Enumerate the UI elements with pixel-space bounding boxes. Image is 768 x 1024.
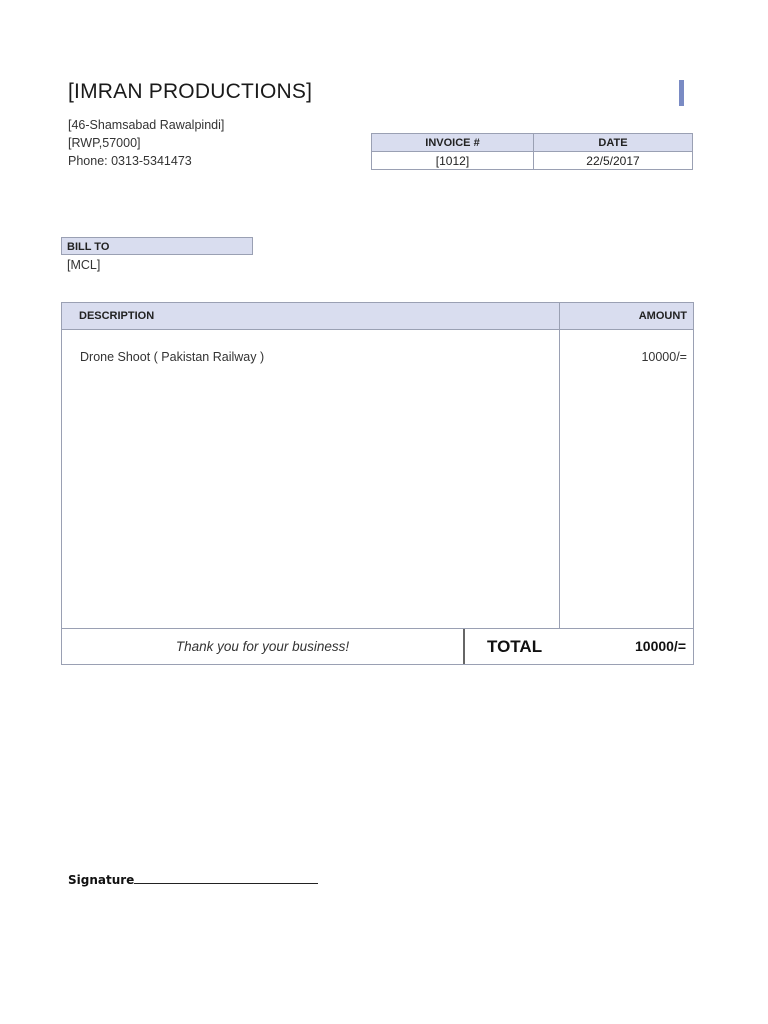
company-address-line2: [RWP,57000] [68,136,141,150]
line-item-description: Drone Shoot ( Pakistan Railway ) [80,350,265,364]
invoice-date-label: DATE [533,134,692,152]
signature-label: Signature [68,873,135,887]
bill-to-label: BILL TO [61,237,253,255]
line-items-header [61,302,694,330]
signature-line [134,871,318,884]
invoice-info-table [371,133,693,170]
invoice-info-value-row [372,152,693,170]
amount-header: AMOUNT [638,310,687,322]
invoice-number-label: INVOICE # [372,134,534,152]
table-right-border [693,330,694,629]
bill-to-name: [MCL] [67,258,101,272]
accent-bar [679,80,684,106]
column-divider [559,302,560,629]
signature-block [68,871,318,887]
invoice-date: 22/5/2017 [533,152,692,170]
line-item-amount: 10000/= [641,350,687,364]
company-address-line1: [46-Shamsabad Rawalpindi] [68,118,225,132]
total-value: 10000/= [635,638,686,654]
company-name: [IMRAN PRODUCTIONS] [68,80,313,103]
invoice-info-header-row [372,134,693,152]
description-header: DESCRIPTION [79,310,155,322]
line-items-table [61,302,694,665]
invoice-number: [1012] [372,152,534,170]
table-left-border [61,330,62,629]
thank-you-message: Thank you for your business! [175,639,350,654]
totals-row [61,628,694,665]
total-label: TOTAL [487,637,543,656]
company-phone: Phone: 0313-5341473 [68,154,192,168]
totals-divider [463,629,465,664]
